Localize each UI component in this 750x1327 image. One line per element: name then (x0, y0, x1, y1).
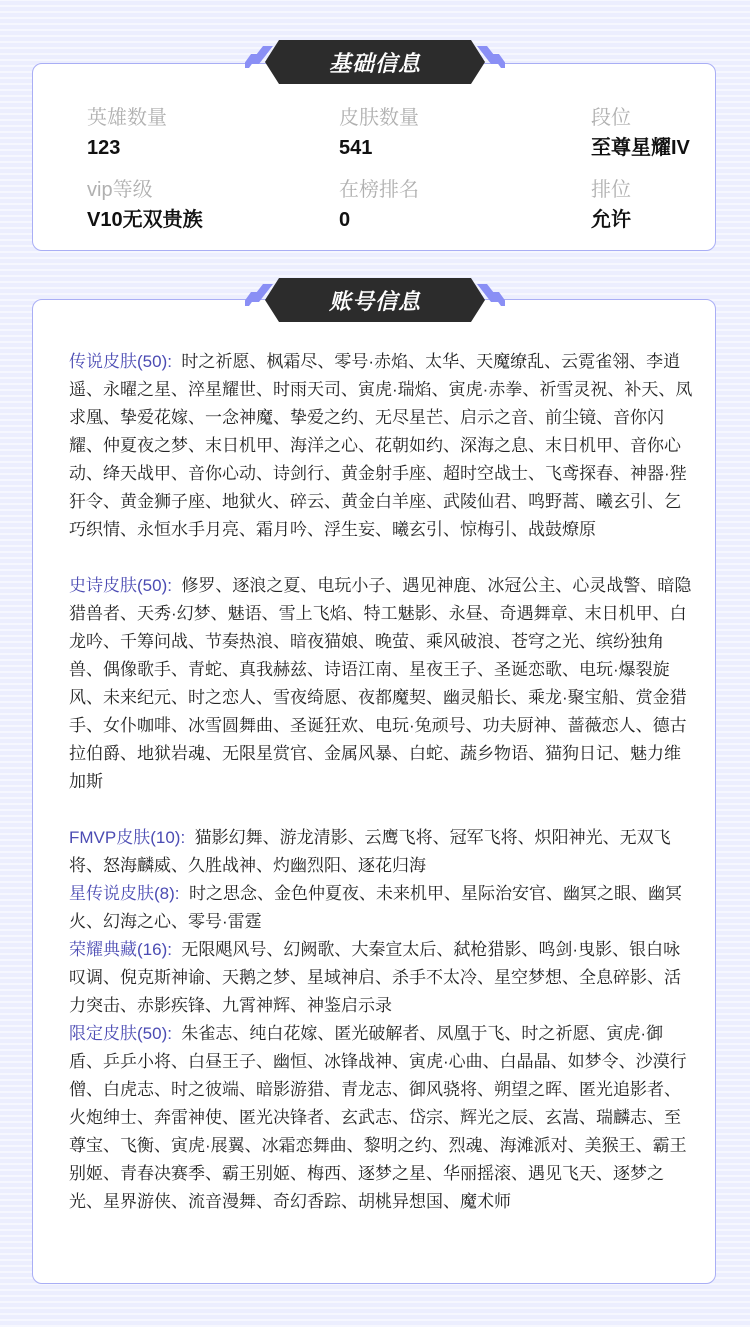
glory-skins-label: 荣耀典藏(16): (69, 940, 172, 959)
account-info-title: 账号信息 (328, 289, 421, 315)
leaderboard-value: 0 (339, 209, 351, 231)
skin-count-label: 皮肤数量 (339, 107, 419, 129)
basic-info-banner (245, 38, 505, 86)
basic-info-row (87, 104, 707, 176)
limited-skins-items: 朱雀志、纯白花嫁、匿光破解者、凤凰于飞、时之祈愿、寅虎·御盾、乒乒小将、白昼王子、幽恒、冰锋战神、寅虎·心曲、白晶晶、如梦令、沙漠行僧、白虎志、时之彼端、暗影游猎、青龙志、御风骁将、朔望之晖、匿光追影者、火炮绅士、奔雷神使、匿光决锋者、玄武志、岱宗、辉光之辰、玄嵩、瑞麟志、至尊宝、飞衡、寅虎·展翼、冰霜恋舞曲、黎明之约、烈魂、海滩派对、美猴王、霸王别姬、青春决赛季、霸王别姬、梅西、逐梦之星、华丽摇滚、遇见飞天、逐梦之光、星界游侠、流音漫舞、奇幻香踪、胡桃异想国、魔术师 (69, 1024, 687, 1211)
ranking-value: 允许 (591, 209, 631, 231)
basic-info-row (87, 176, 707, 248)
skin-section-gap (69, 796, 693, 824)
skin-count-value: 541 (339, 137, 373, 159)
star-legend-skins (69, 880, 693, 936)
ranking-field (591, 176, 707, 248)
ranking-label: 排位 (591, 179, 631, 201)
glory-skins-items: 无限飓风号、幻阙歌、大秦宣太后、弑枪猎影、鸣剑·曳影、银白咏叹调、倪克斯神谕、天鹅之梦、星域神启、杀手不太冷、星空梦想、全息碎影、活力突击、赤影疾锋、九霄神辉、神鉴启示录 (69, 940, 681, 1015)
epic-skins (69, 572, 693, 796)
rank-label: 段位 (591, 107, 631, 129)
fmvp-skins (69, 824, 693, 880)
epic-skins-items: 修罗、逐浪之夏、电玩小子、遇见神鹿、冰冠公主、心灵战警、暗隐猎兽者、天秀·幻梦、魅语、雪上飞焰、特工魅影、永昼、奇遇舞章、末日机甲、白龙吟、千筹问战、节奏热浪、暗夜猫娘、晚萤、乘风破浪、苍穹之光、缤纷独角兽、偶像歌手、青蛇、真我赫兹、诗语江南、星夜王子、圣诞恋歌、电玩·爆裂旋风、未来纪元、时之恋人、雪夜绮愿、夜都魔契、幽灵船长、乘龙·聚宝船、赏金猎手、女仆咖啡、冰雪圆舞曲、圣诞狂欢、电玩·兔顽号、功夫厨神、蔷薇恋人、德古拉伯爵、地狱岩魂、无限星赏官、金属风暴、白蛇、蔬乡物语、猫狗日记、魅力维加斯 (69, 576, 692, 791)
hero-count-value: 123 (87, 137, 121, 159)
skin-count-field (339, 104, 591, 176)
vip-field (87, 176, 339, 248)
limited-skins-label: 限定皮肤(50): (69, 1024, 172, 1043)
star-legend-skins-label: 星传说皮肤(8): (69, 884, 180, 903)
fmvp-skins-items: 猫影幻舞、游龙清影、云鹰飞将、冠军飞将、炽阳神光、无双飞将、怒海麟威、久胜战神、灼幽烈阳、逐花归海 (69, 828, 671, 875)
legend-skins-items: 时之祈愿、枫霜尽、零号·赤焰、太华、天魔缭乱、云霓雀翎、李逍遥、永曜之星、淬星耀世、时雨天司、寅虎·瑞焰、寅虎·赤拳、祈雪灵祝、补天、凤求凰、挚爱花嫁、一念神魔、挚爱之约、无尽星芒、启示之音、前尘镜、音你闪耀、仲夏夜之梦、末日机甲、海洋之心、花朝如约、深海之息、末日机甲、音你心动、绛天战甲、音你心动、诗剑行、黄金射手座、超时空战士、飞鸢探春、神器·狴犴令、黄金狮子座、地狱火、碎云、黄金白羊座、武陵仙君、鸣野蒿、曦玄引、乞巧织情、永恒水手月亮、霜月吟、浮生妄、曦玄引、惊梅引、战鼓燎原 (69, 352, 693, 539)
hero-count-label: 英雄数量 (87, 107, 167, 129)
rank-field (591, 104, 707, 176)
vip-value: V10无双贵族 (87, 209, 203, 231)
epic-skins-label: 史诗皮肤(50): (69, 576, 172, 595)
basic-info-grid (87, 104, 707, 248)
hero-count-field (87, 104, 339, 176)
leaderboard-field (339, 176, 591, 248)
leaderboard-label: 在榜排名 (339, 179, 419, 201)
skin-list (69, 348, 693, 1216)
account-info-card (32, 299, 716, 1284)
rank-value: 至尊星耀IV (591, 137, 690, 159)
account-info-banner (245, 276, 505, 324)
star-legend-skins-items: 时之思念、金色仲夏夜、未来机甲、星际治安官、幽冥之眼、幽冥火、幻海之心、零号·雷霆 (69, 884, 682, 931)
limited-skins (69, 1020, 693, 1216)
glory-skins (69, 936, 693, 1020)
vip-label: vip等级 (87, 179, 153, 201)
legend-skins-label: 传说皮肤(50): (69, 352, 172, 371)
basic-info-title: 基础信息 (328, 51, 421, 77)
legend-skins (69, 348, 693, 544)
basic-info-card (32, 63, 716, 251)
skin-section-gap (69, 544, 693, 572)
fmvp-skins-label: FMVP皮肤(10): (69, 828, 186, 847)
